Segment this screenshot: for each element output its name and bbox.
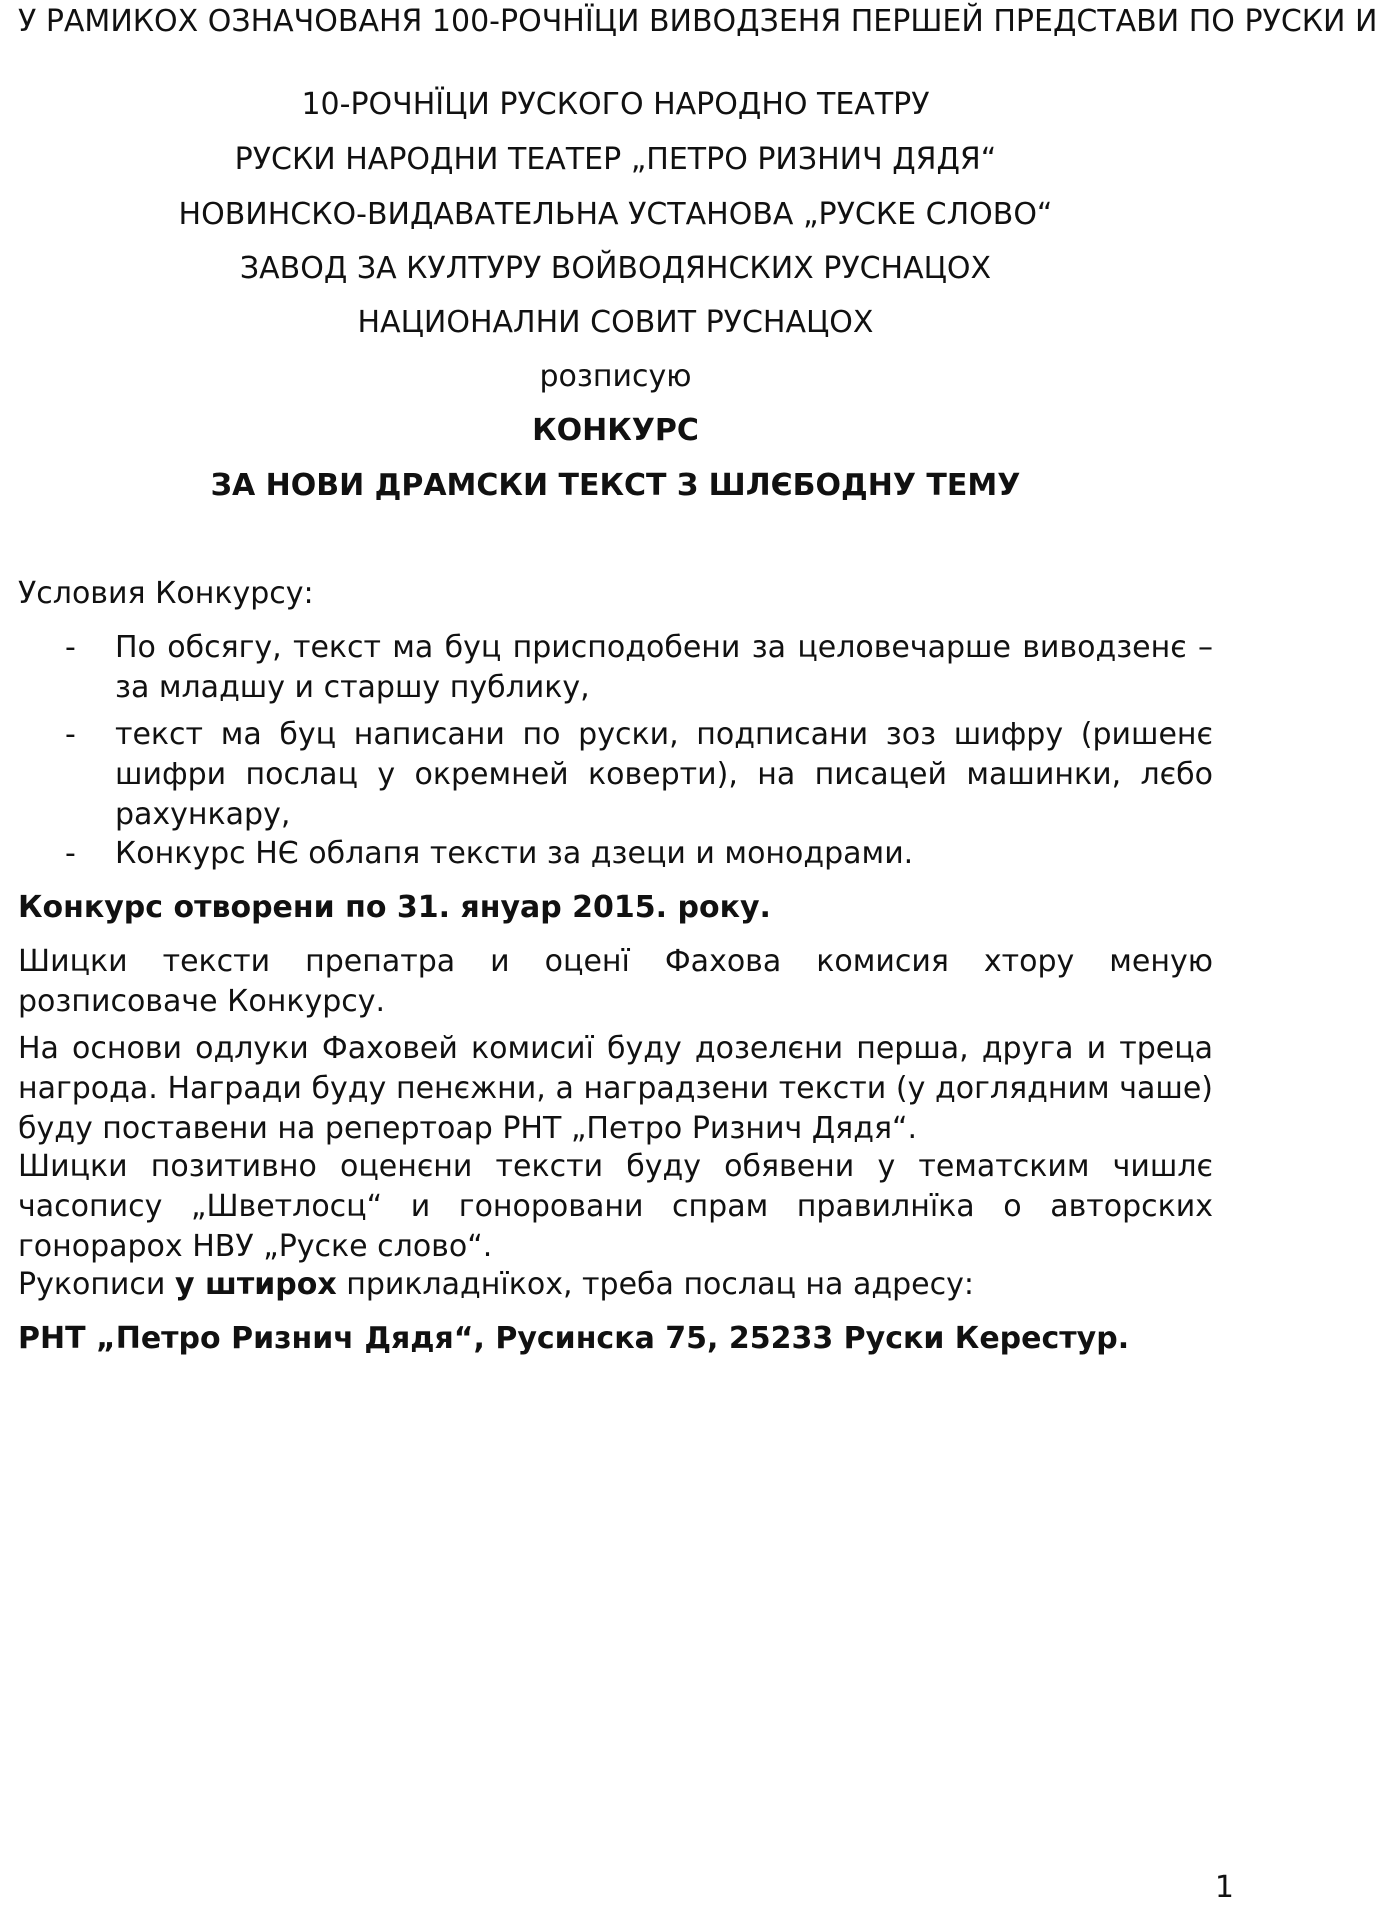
deadline-text: Конкурс отворени по 31. януар 2015. року. xyxy=(18,890,771,925)
paragraph-publication: Шицки позитивно оценєни тексти буду обявени у тематским чишлє часопису „Шветлосц“ и гоноровани спрам правилнїка о авторских гонорарох НВУ „Руске слово“. xyxy=(18,1149,1213,1264)
submission-text-start: Рукописи xyxy=(18,1267,175,1302)
paragraph-submission xyxy=(18,1265,1213,1305)
list-dash: - xyxy=(65,717,76,752)
contest-subtitle: ЗА НОВИ ДРАМСКИ ТЕКСТ З ШЛЄБОДНУ ТЕМУ xyxy=(210,468,1021,503)
document-page xyxy=(18,0,1377,1920)
organizer-1: РУСКИ НАРОДНИ ТЕАТЕР „ПЕТРО РИЗНИЧ ДЯДЯ“ xyxy=(234,142,997,177)
submission-text-end: прикладнїкох, треба послац на адресу: xyxy=(336,1267,974,1302)
paragraph-review: Шицки тексти препатра и оценї Фахова комисия хтору меную розписоваче Конкурсу. xyxy=(18,944,1213,1019)
condition-text: текст ма буц написани по руски, подписани зоз шифру (ришенє шифри послац у окремней коверти), на писацей машинки, лєбо рахункару, xyxy=(115,717,1213,832)
contest-title: КОНКУРС xyxy=(532,413,699,448)
condition-text: Конкурс НЄ облапя тексти за дзеци и монодрами. xyxy=(115,836,914,871)
submission-copies: у штирох xyxy=(174,1267,337,1302)
organizer-3: ЗАВОД ЗА КУЛТУРУ ВОЙВОДЯНСКИХ РУСНАЦОХ xyxy=(239,251,992,286)
organizer-2: НОВИНСКО-ВИДАВАТЕЛЬНА УСТАНОВА „РУСКЕ СЛОВО“ xyxy=(178,197,1053,232)
condition-item-2 xyxy=(18,715,1213,835)
paragraph-awards: На основи одлуки Фаховей комисиї буду дозелєни перша, друга и треца нагрода. Награди буду пенєжни, а наградзени тексти (у доглядним чаше) буду поставени на репертоар РНТ „Петро Ризнич Дядя“. xyxy=(18,1031,1213,1146)
announce-word: розписую xyxy=(539,359,692,394)
list-dash: - xyxy=(65,630,76,665)
page-number: 1 xyxy=(1214,1870,1234,1905)
condition-item-1 xyxy=(18,628,1213,708)
condition-item-3 xyxy=(18,834,1213,874)
mailing-address: РНТ „Петро Ризнич Дядя“, Русинска 75, 25233 Руски Керестур. xyxy=(18,1321,1130,1356)
condition-text: По обсягу, текст ма буц приcподобени за целовечарше виводзенє – за младшу и старшу публику, xyxy=(115,630,1213,705)
conditions-heading: Условия Конкурсу: xyxy=(18,576,314,611)
list-dash: - xyxy=(65,836,76,871)
heading-line-2: 10-РОЧНЇЦИ РУСКОГО НАРОДНО ТЕАТРУ xyxy=(301,87,930,122)
organizer-4: НАЦИОНАЛНИ СОВИТ РУСНАЦОХ xyxy=(357,305,874,340)
heading-line-1: У РАМИКОХ ОЗНАЧОВАНЯ 100-РОЧНЇЦИ ВИВОДЗЕНЯ ПЕРШЕЙ ПРЕДСТАВИ ПО РУСКИ И xyxy=(18,4,1377,39)
